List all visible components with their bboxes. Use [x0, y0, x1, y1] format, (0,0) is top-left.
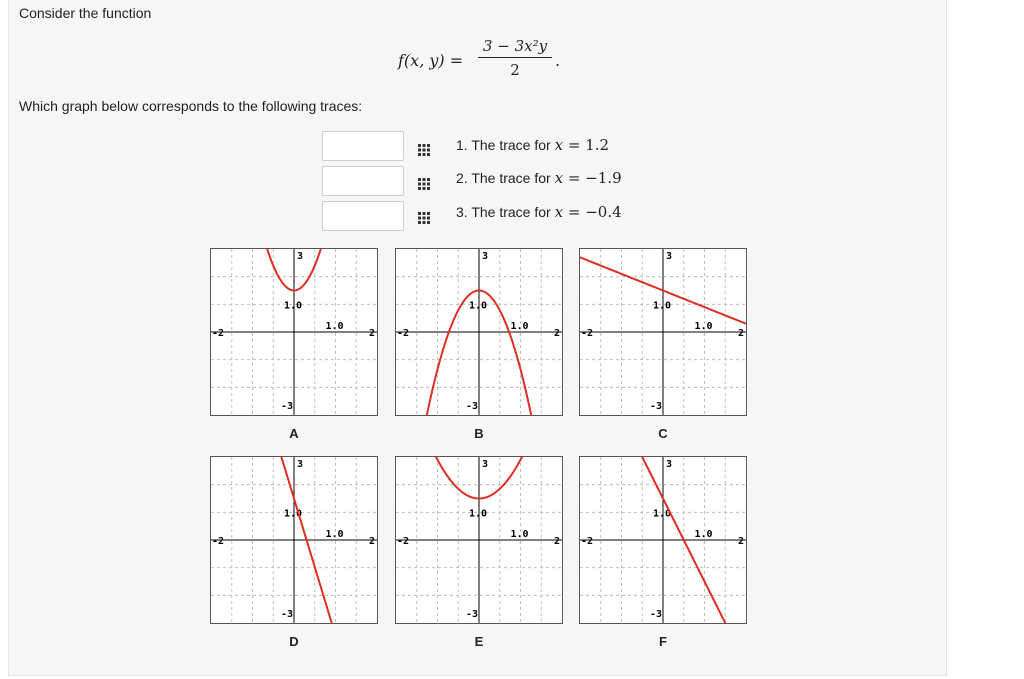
trace-text: The trace for — [471, 204, 551, 220]
trace-text: The trace for — [471, 137, 551, 153]
grid-keypad-icon[interactable] — [418, 212, 430, 224]
y-max-label: 3 — [297, 459, 304, 470]
trace-variable: x — [554, 136, 564, 154]
x-max-label: 2 — [553, 536, 560, 547]
y-tick-label: 1.0 — [653, 300, 672, 312]
graph-plot — [210, 248, 378, 416]
trace-1-answer-input[interactable] — [322, 131, 404, 161]
trace-2-answer-input[interactable] — [322, 166, 404, 196]
y-max-label: 3 — [297, 251, 304, 262]
trace-equals: = — [567, 169, 581, 187]
y-max-label: 3 — [666, 251, 673, 262]
y-min-label: -3 — [280, 609, 293, 620]
x-max-label: 2 — [737, 536, 744, 547]
graph-plot — [579, 456, 747, 624]
graph-plot — [579, 248, 747, 416]
formula-period: . — [555, 51, 561, 70]
trace-3-prompt — [456, 203, 622, 221]
y-min-label: -3 — [649, 401, 662, 412]
y-min-label: -3 — [465, 609, 478, 620]
trace-equals: = — [567, 203, 581, 221]
trace-variable: x — [554, 169, 564, 187]
grid-keypad-icon[interactable] — [418, 178, 430, 190]
x-tick-label: 1.0 — [325, 321, 344, 332]
y-max-label: 3 — [482, 251, 489, 262]
formula-denominator: 2 — [510, 61, 520, 79]
trace-variable: x — [554, 203, 564, 221]
y-tick-label: 1.0 — [284, 300, 303, 312]
y-tick-label: 1.0 — [469, 300, 488, 312]
trace-text: The trace for — [471, 170, 551, 186]
trace-value: 1.2 — [585, 136, 610, 154]
graph-a — [210, 248, 378, 416]
y-min-label: -3 — [649, 609, 662, 620]
trace-2-prompt — [456, 169, 622, 187]
graph-b — [395, 248, 563, 416]
grid-keypad-icon[interactable] — [418, 144, 430, 156]
graph-label-e: E — [474, 634, 484, 649]
y-max-label: 3 — [482, 459, 489, 470]
x-max-label: 2 — [368, 536, 375, 547]
graph-plot — [395, 456, 563, 624]
graph-plot — [395, 248, 563, 416]
x-tick-label: 1.0 — [510, 321, 529, 332]
question-text: Which graph below corresponds to the following traces: — [19, 98, 363, 114]
graph-e — [395, 456, 563, 624]
x-max-label: 2 — [553, 328, 560, 339]
graph-label-b: B — [474, 426, 484, 441]
x-max-label: 2 — [368, 328, 375, 339]
x-min-label: -2 — [581, 536, 594, 547]
x-tick-label: 1.0 — [510, 529, 529, 540]
graph-f — [579, 456, 747, 624]
intro-text: Consider the function — [19, 5, 152, 21]
graph-label-c: C — [658, 426, 668, 441]
graph-plot — [210, 456, 378, 624]
x-tick-label: 1.0 — [325, 529, 344, 540]
x-min-label: -2 — [581, 328, 594, 339]
x-min-label: -2 — [212, 536, 225, 547]
x-min-label: -2 — [212, 328, 225, 339]
trace-1-prompt — [456, 136, 609, 154]
trace-value: −1.9 — [585, 169, 622, 187]
trace-value: −0.4 — [585, 203, 622, 221]
graph-c — [579, 248, 747, 416]
trace-equals: = — [567, 136, 581, 154]
y-min-label: -3 — [280, 401, 293, 412]
trace-number: 1. — [456, 137, 468, 153]
graph-label-f: F — [659, 634, 667, 649]
trace-number: 2. — [456, 170, 468, 186]
x-min-label: -2 — [397, 328, 410, 339]
formula-lhs: f(x, y) = — [398, 51, 464, 70]
x-max-label: 2 — [737, 328, 744, 339]
trace-3-answer-input[interactable] — [322, 201, 404, 231]
y-tick-label: 1.0 — [284, 508, 303, 520]
y-min-label: -3 — [465, 401, 478, 412]
formula-fraction — [478, 37, 552, 79]
y-max-label: 3 — [666, 459, 673, 470]
graph-label-a: A — [289, 426, 299, 441]
trace-number: 3. — [456, 204, 468, 220]
graph-d — [210, 456, 378, 624]
x-tick-label: 1.0 — [694, 321, 713, 332]
graph-label-d: D — [289, 634, 299, 649]
x-min-label: -2 — [397, 536, 410, 547]
x-tick-label: 1.0 — [694, 529, 713, 540]
y-tick-label: 1.0 — [469, 508, 488, 520]
y-tick-label: 1.0 — [653, 508, 672, 520]
formula-numerator: 3 − 3x²y — [478, 37, 552, 58]
